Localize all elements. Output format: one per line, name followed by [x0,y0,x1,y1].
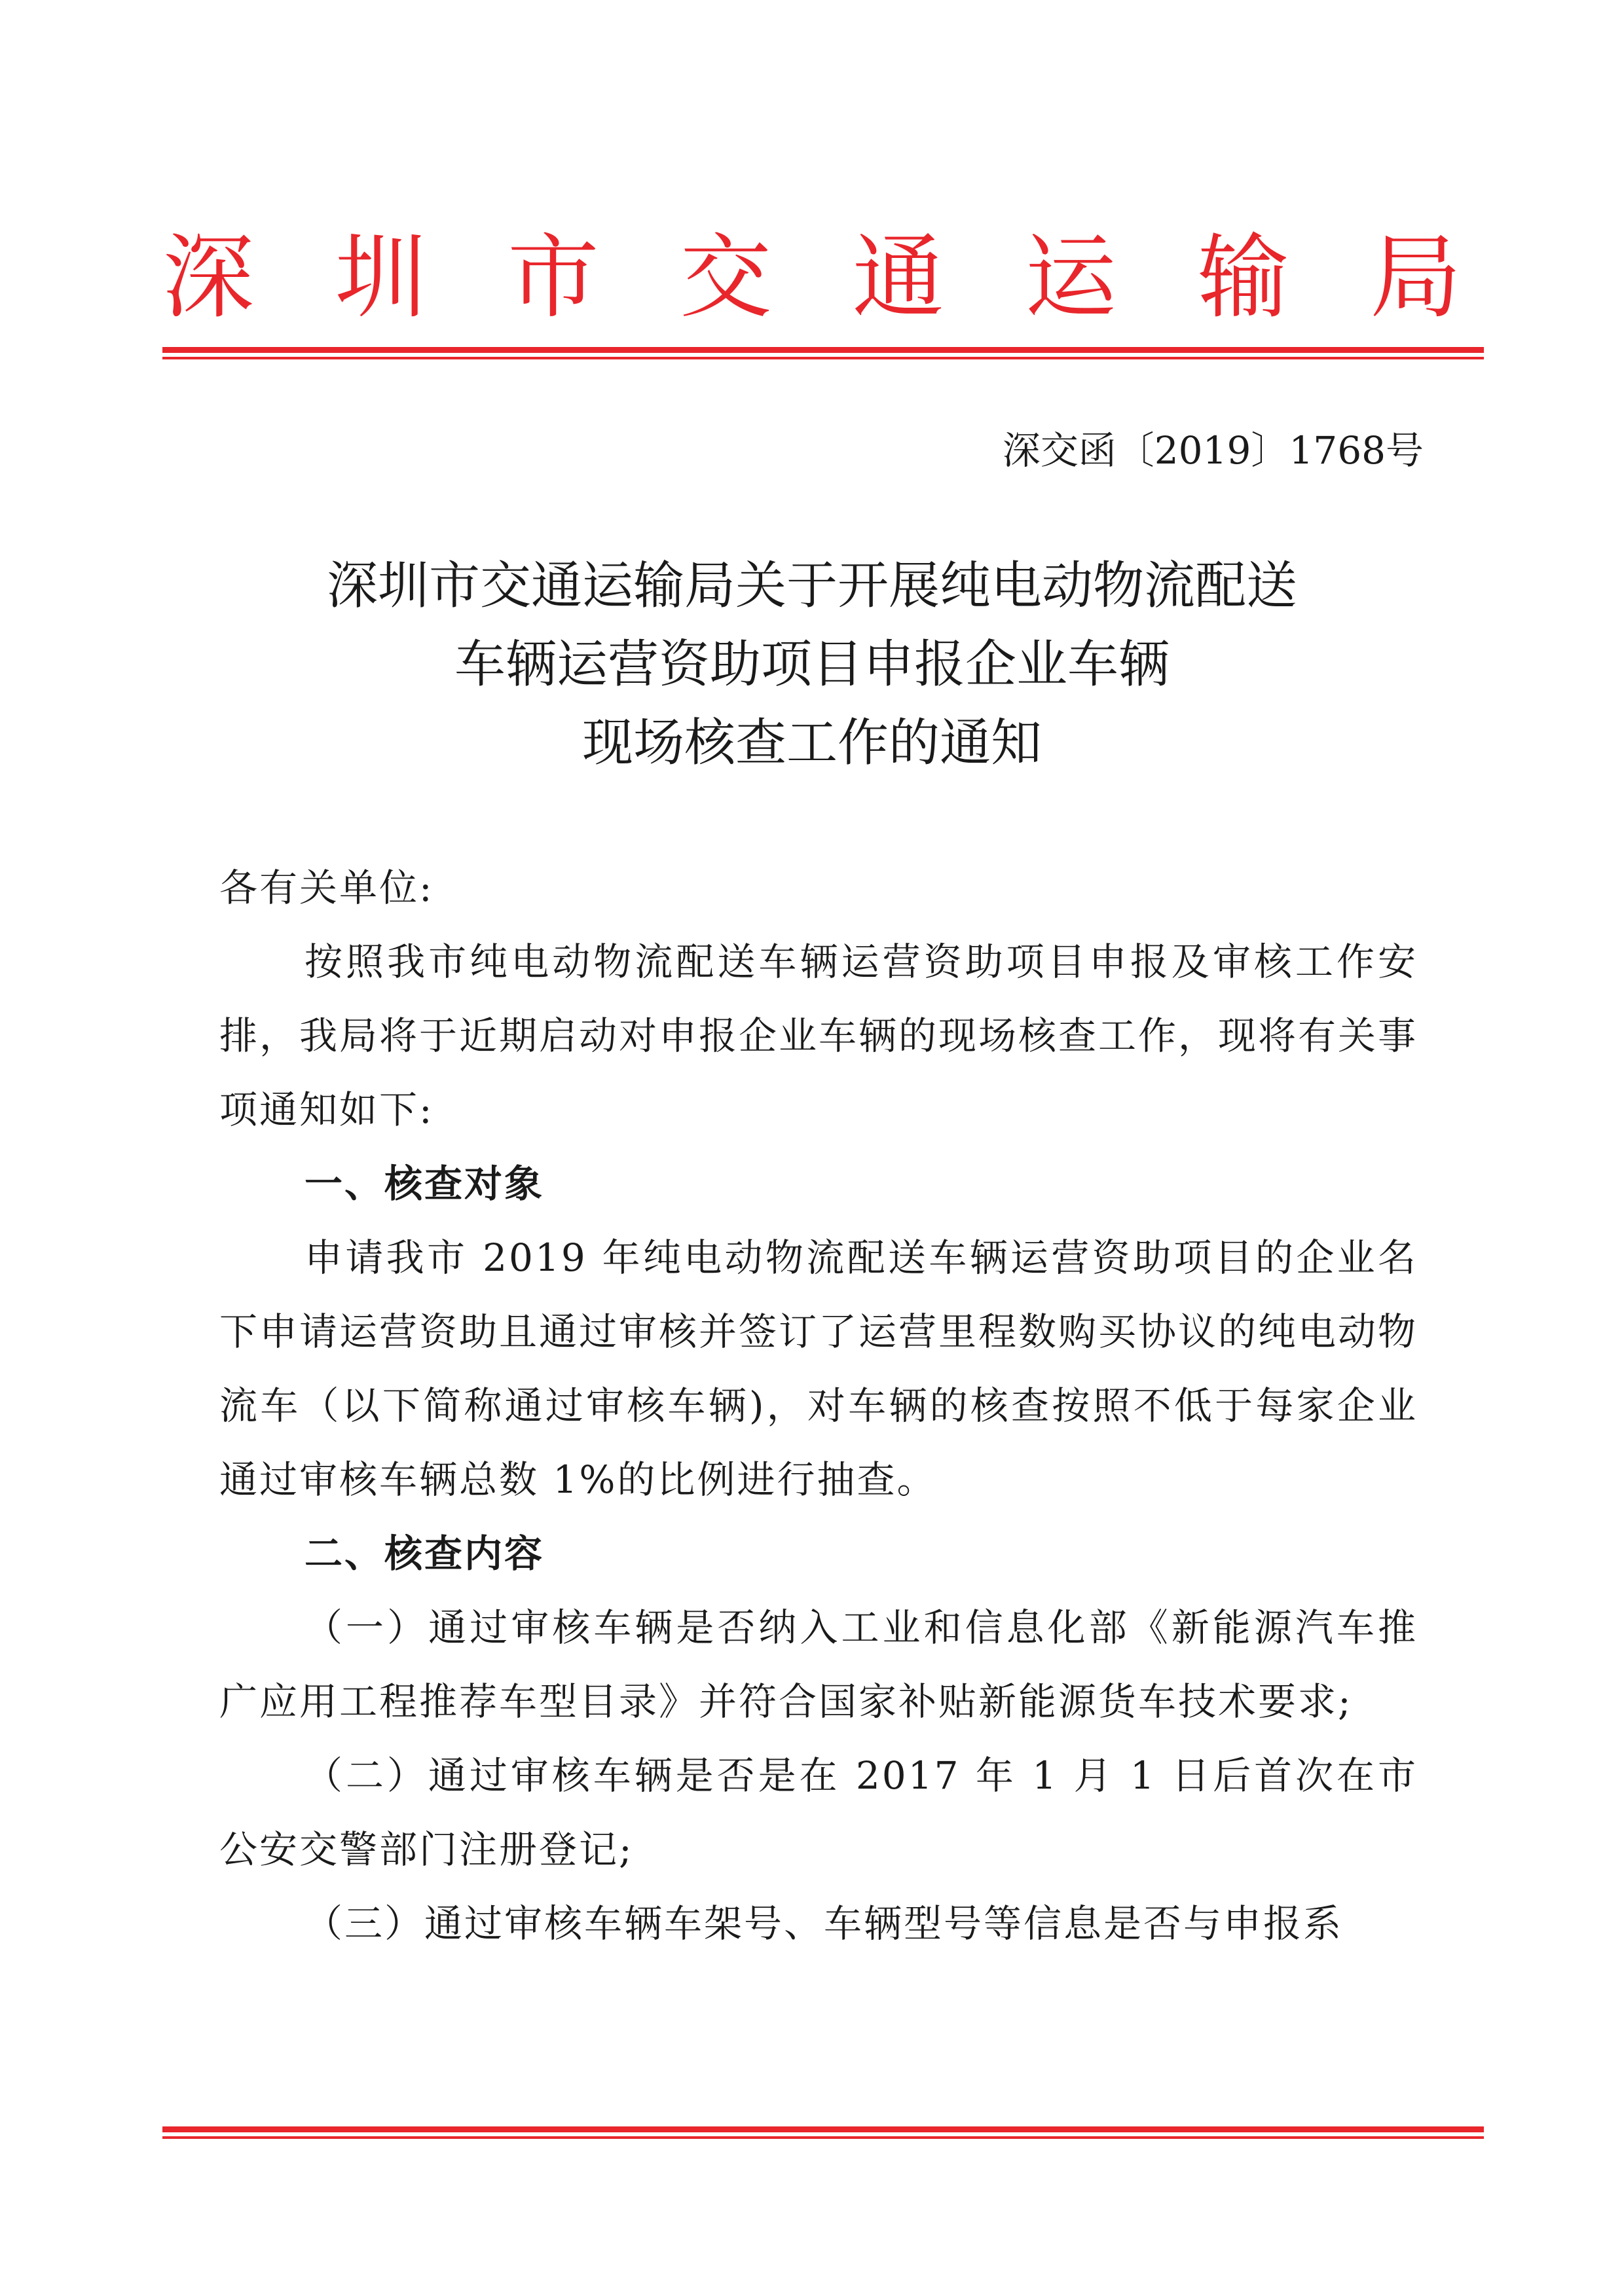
intro-paragraph: 按照我市纯电动物流配送车辆运营资助项目申报及审核工作安排，我局将于近期启动对申报企业车辆的现场核查工作，现将有关事项通知如下: [219,939,1418,1132]
agency-name-char: 圳 [335,225,427,331]
agency-name-char: 深 [162,225,255,331]
document-number: 深交函〔2019〕1768号 [1002,428,1424,473]
agency-name-char: 通 [852,225,944,331]
agency-name-char: 交 [680,225,772,331]
agency-name-char: 局 [1369,225,1462,331]
content-item-3: （三）通过审核车辆车架号、车辆型号等信息是否与申报系 [304,1901,1344,1946]
agency-name-char: 输 [1197,225,1289,331]
section-heading-content: 二、核查内容 [304,1531,545,1576]
agency-name-header [162,223,1462,334]
document-title-line: 车辆运营资助项目申报企业车辆 [454,635,1170,694]
agency-name-char: 市 [507,225,599,331]
salutation: 各有关单位: [219,866,434,910]
footer-red-rule-thin [162,2136,1484,2139]
header-red-rule-thin [162,357,1484,359]
agency-name-char: 运 [1025,225,1117,331]
header-red-rule-thick [162,347,1484,353]
document-title-line: 现场核查工作的通知 [581,714,1042,773]
content-item-1: （一）通过审核车辆是否纳入工业和信息化部《新能源汽车推广应用工程推荐车型目录》并符合国家补贴新能源货车技术要求; [219,1605,1418,1724]
document-title [196,547,1428,782]
document-body [219,851,1418,1961]
document-title-line: 深圳市交通运输局关于开展纯电动物流配送 [326,556,1297,615]
section-heading-targets: 一、核查对象 [304,1161,545,1206]
section-targets-paragraph: 申请我市 2019 年纯电动物流配送车辆运营资助项目的企业名下申请运营资助且通过审核并签订了运营里程数购买协议的纯电动物流车（以下简称通过审核车辆)，对车辆的核查按照不低于每家企业通过审核车辆总数 1%的比例进行抽查。 [219,1235,1418,1502]
footer-red-rule-thick [162,2126,1484,2132]
content-item-2: （二）通过审核车辆是否是在 2017 年 1 月 1 日后首次在市公安交警部门注册登记; [219,1753,1418,1872]
